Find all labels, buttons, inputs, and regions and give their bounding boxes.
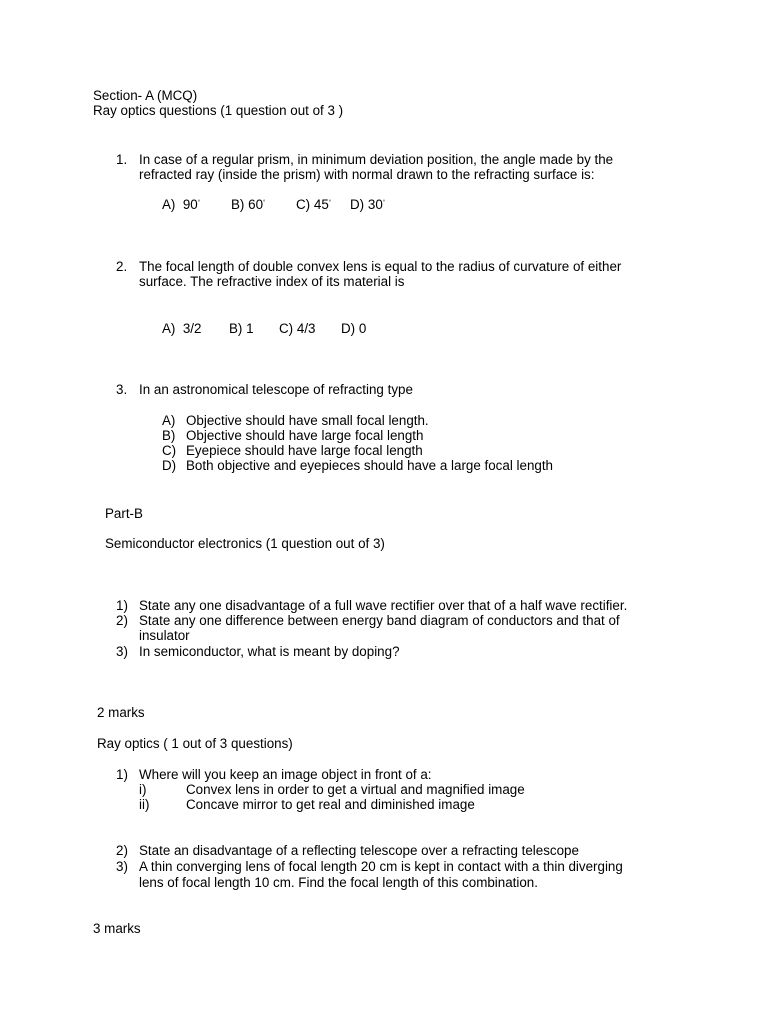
option-label: B) (231, 197, 245, 212)
degree-mark: ° (382, 200, 386, 206)
question-text: The focal length of double convex lens is equal to the radius of curvature of either (139, 259, 622, 274)
subitem-text: Concave mirror to get real and diminished image (186, 797, 475, 812)
option-value: 3/2 (182, 321, 202, 336)
option-label: A) (162, 413, 176, 428)
question-text: refracted ray (inside the prism) with normal drawn to the refracting surface is: (139, 167, 595, 182)
option-value: 1 (246, 321, 254, 336)
question-text: State any one difference between energy band diagram of conductors and that of (139, 613, 620, 628)
subitem-label: i) (139, 782, 147, 797)
question-text: lens of focal length 10 cm. Find the focal length of this combination. (139, 875, 538, 890)
option-value: Both objective and eyepieces should have a large focal length (186, 458, 554, 473)
question-text: In case of a regular prism, in minimum deviation position, the angle made by the (139, 152, 614, 167)
question-text: Where will you keep an image object in front of a: (139, 767, 432, 782)
question-text: State an disadvantage of a reflecting telescope over a refracting telescope (139, 843, 579, 858)
option (229, 321, 254, 336)
option-label: B) (229, 321, 243, 336)
option-value: 0 (358, 321, 367, 336)
option (350, 197, 385, 212)
option (279, 321, 316, 336)
subitem-text: Convex lens in order to get a virtual and magnified image (186, 782, 525, 797)
question-text: A thin converging lens of focal length 20 cm is kept in contact with a thin diverging (139, 859, 623, 874)
question-number: 1) (116, 598, 128, 613)
option (162, 321, 201, 336)
three-marks-heading: 3 marks (93, 921, 141, 936)
question-number: 2) (116, 843, 128, 858)
degree-mark: ° (263, 200, 266, 206)
option-label: D) (341, 321, 356, 336)
option-value: Eyepiece should have large focal length (186, 443, 423, 458)
part-b-subheading: Semiconductor electronics (1 question out of 3) (105, 536, 385, 551)
option-value: 4/3 (296, 321, 316, 336)
degree-mark: ° (197, 200, 201, 206)
option-value: 30 (367, 197, 383, 212)
option-label: B) (162, 428, 176, 443)
option-value: 45 (313, 197, 329, 212)
section-a-subheading: Ray optics questions (1 question out of 3 ) (93, 103, 344, 118)
question-number: 1. (116, 152, 128, 167)
option-label: C) (296, 197, 311, 212)
two-marks-subheading: Ray optics ( 1 out of 3 questions) (97, 736, 293, 751)
option-value: 90 (182, 197, 198, 212)
option (231, 197, 265, 212)
question-number: 2. (116, 259, 128, 274)
option-value: Objective should have small focal length. (186, 413, 429, 428)
option-label: C) (162, 443, 177, 458)
question-number: 2) (116, 613, 128, 628)
question-number: 3. (116, 382, 128, 397)
option (341, 321, 366, 336)
subitem-label: ii) (139, 797, 150, 812)
question-text: In an astronomical telescope of refracting type (139, 382, 413, 397)
question-number: 3) (116, 859, 128, 874)
two-marks-heading: 2 marks (97, 705, 145, 720)
question-number: 3) (116, 644, 128, 659)
degree-mark: ° (328, 200, 332, 206)
option-label: A) (162, 321, 176, 336)
option-label: C) (279, 321, 294, 336)
question-text: insulator (139, 628, 190, 643)
question-number: 1) (116, 767, 128, 782)
option-label: A) (162, 197, 176, 212)
section-a-heading: Section- A (MCQ) (93, 88, 198, 103)
option-value: Objective should have large focal length (186, 428, 424, 443)
option-label: D) (350, 197, 365, 212)
option (162, 197, 200, 212)
option-label: D) (162, 458, 177, 473)
option-value: 60 (248, 197, 264, 212)
question-text: In semiconductor, what is meant by doping? (139, 644, 400, 659)
part-b-heading: Part-B (105, 506, 143, 521)
option (296, 197, 331, 212)
question-text: State any one disadvantage of a full wave rectifier over that of a half wave rectifier. (139, 598, 628, 613)
question-text: surface. The refractive index of its material is (139, 274, 405, 289)
